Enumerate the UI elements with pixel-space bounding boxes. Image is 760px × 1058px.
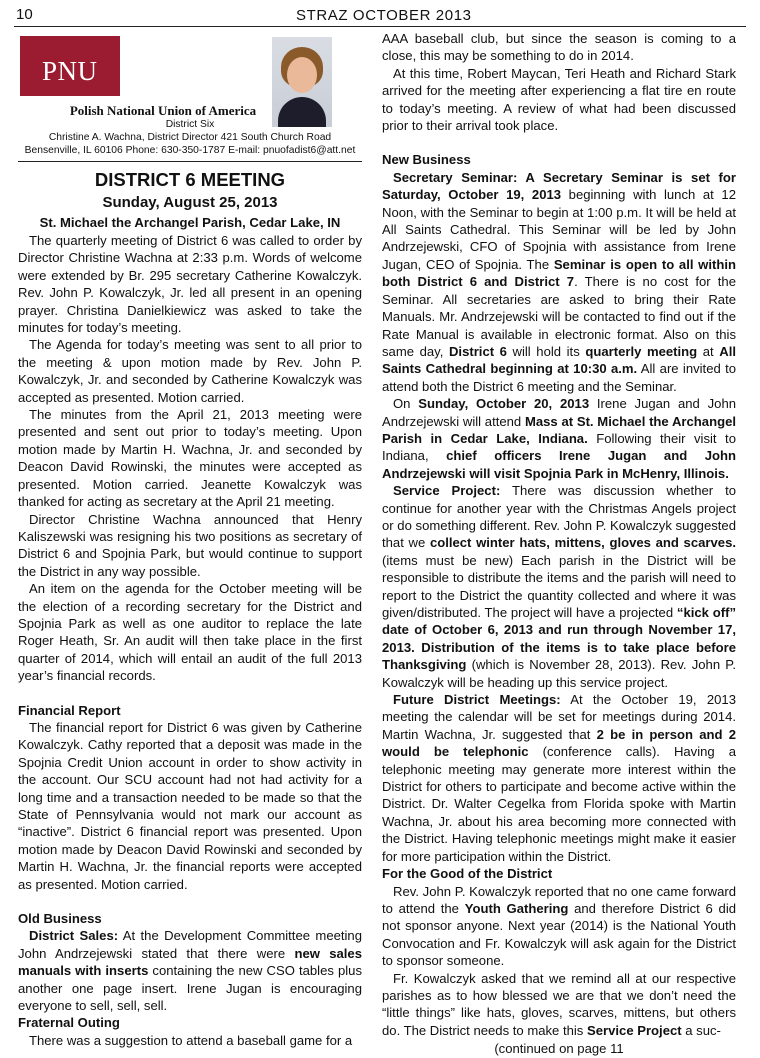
paragraph: At this time, Robert Maycan, Teri Heath and Richard Stark arrived for the meeting after experiencing a flat tire en route to today’s meeting. A review of what had been discussed prior to their arrival took place. (382, 65, 736, 134)
district-label: District Six (165, 119, 215, 130)
section-heading-fraternal-outing: Fraternal Outing (18, 1015, 120, 1031)
paragraph: An item on the agenda for the October meeting will be the election of a recording secretary for the District and Spojnia Park as well as one auditor to replace the late Roger Heath, Sr. An audit will then take place in the first quarter of 2014, which will entail an audit of the full 2013 year’s financial records. (18, 581, 362, 684)
phone-email: Bensenville, IL 60106 Phone: 630-350-1787 E-mail: pnuofadist6@att.net (24, 144, 356, 156)
paragraph: The Agenda for today’s meeting was sent to all prior to the meeting & upon motion made by Rev. John P. Kowalczyk, Jr. and seconded by Catherine Kowalczyk was accepted as presented. Motion carried. (18, 337, 362, 405)
meeting-location: St. Michael the Archangel Parish, Cedar Lake, IN (39, 215, 341, 230)
section-heading-new-business: New Business (382, 152, 471, 168)
director-photo (272, 37, 332, 127)
continued-notice: (continued on page 11 (494, 1041, 624, 1057)
paragraph-service-project: Service Project: There was discussion whether to continue for another year with the Christmas Angels project or do something different. Rev. John P. Kowalczyk suggested that we collect winter hats, mittens, gloves and scarves. (items must be new) Each parish in the District will be responsible to distribute the items and the parish will need to report to the District the quantity collected and where it was given/distributed. The project will have a projected “kick off” date of October 6, 2013 and run through November 17, 2013. Distribution of the items is to take place before Thanksgiving (which is November 28, 2013). Rev. John P. Kowalczyk will be heading up this service project. (382, 483, 736, 690)
paragraph: The minutes from the April 21, 2013 meeting were presented and sent out prior to today’s meeting. Upon motion made by Martin H. Wachna, Jr. and seconded by Deacon David Rowinski, the minutes were accepted as presented. Motion carried. Jeanette Kowalczyk was thanked for acting as secretary at the April 21 meeting. (18, 407, 362, 510)
left-column (18, 35, 362, 1049)
contact-block (18, 119, 362, 157)
meeting-title: DISTRICT 6 MEETING (94, 169, 286, 190)
paragraph-october-visit: On Sunday, October 20, 2013 Irene Jugan and John Andrzejewski will attend Mass at St. Michael the Archangel Parish in Cedar Lake, Indiana. Following their visit to Indiana, chief officers Irene Jugan and John Andrzejewski will visit Spojnia Park in McHenry, Illinois. (382, 396, 737, 481)
pnu-logo-text: PNU (42, 56, 98, 86)
page-header (14, 4, 746, 27)
paragraph: Director Christine Wachna announced that Henry Kaliszewski was resigning his two positions as secretary of District 6 and Spojnia Park, but would continue to support the District in any way possible. (18, 511, 362, 579)
paragraph: The quarterly meeting of District 6 was called to order by Director Christine Wachna at 2:33 p.m. Words of welcome were extended by Br. 295 secretary Catherine Kowalczyk. Rev. John P. Kowalczyk, Jr. led all present in an opening prayer. Christina Danielkiewicz was asked to take the minutes for today’s meeting. (18, 233, 362, 336)
pnu-logo (20, 36, 120, 96)
paragraph-youth-gathering: Rev. John P. Kowalczyk reported that no one came forward to attend the Youth Gathering and therefore District 6 did not sponsor anyone. Next year (2014) is the National Youth Convocation and Fr. Kowalczyk will ask again for the District to sponsor someone. (382, 883, 737, 969)
divider (18, 161, 362, 162)
meeting-date: Sunday, August 25, 2013 (102, 194, 278, 211)
director-address: Christine A. Wachna, District Director 421 South Church Road (48, 131, 332, 143)
section-heading-old-business: Old Business (18, 911, 102, 927)
paragraph: The financial report for District 6 was given by Catherine Kowalczyk. Cathy reported that a deposit was made in the Spojnia Credit Union account in order to show activity in the account. Our SCU account had not had activity for a long time and a transaction needed to be made so that the State of Pennsylvania would not mark our account as “inactive”. District 6 financial report was presented. Upon motion made by Deacon David Rowinski and seconded by Martin H. Wachna, Jr. the financial reports were accepted as presented. Motion carried. (18, 719, 362, 892)
paragraph-little-things: Fr. Kowalczyk asked that we remind all at our respective parishes as to how blessed we are that we don’t need the “little things” like hats, gloves, scarves, mittens, but others do. The District needs to make this Service Project a suc- (382, 970, 736, 1038)
org-name: Polish National Union of America (69, 103, 257, 118)
masthead: STRAZ OCTOBER 2013 (296, 7, 472, 24)
paragraph-secretary-seminar: Secretary Seminar: A Secretary Seminar is set for Saturday, October 19, 2013 beginning with lunch at 12 Noon, with the Seminar to begin at 1:00 p.m. It will be held at All Saints Cathedral. This Seminar will be led by John Andrzejewski, CFO of Spojnia with assistance from Irene Jugan, CEO of Spojnia. The Seminar is open to all within both District 6 and District 7. There is no cost for the Seminar. All secretaries are asked to bring their Rate Manuals. Mr. Andrzejewski will be contacted to find out if the Rate Manual is available in electronic format. Also on this same day, District 6 will hold its quarterly meeting at All Saints Cathedral beginning at 10:30 a.m. All are invited to attend both the District 6 meeting and the Seminar. (382, 169, 736, 394)
section-heading-financial: Financial Report (18, 702, 121, 718)
paragraph: There was a suggestion to attend a baseball game for a (29, 1032, 353, 1048)
right-column (382, 30, 736, 1058)
district-banner (18, 35, 362, 168)
paragraph: AAA baseball club, but since the season is coming to a close, this may be something to do in 2014. (382, 31, 736, 64)
section-heading-good-of-district: For the Good of the District (382, 866, 553, 882)
paragraph-district-sales: District Sales: At the Development Committee meeting John Andrzejewski stated that there were new sales manuals with inserts containing the new CSO tables plus another one page insert. Irene Jugan is encouraging everyone to sell, sell, sell. (18, 928, 363, 1014)
paragraph-future-meetings: Future District Meetings: At the October 19, 2013 meeting the calendar will be set for meetings during 2014. Martin Wachna, Jr. suggested that 2 be in person and 2 would be telephonic (conference calls). Having a telephonic meeting may generate more interest within the District for others to participate and become active within the District. Dr. Walter Cegelka from Florida spoke with Martin Wachna, Jr. about his area becoming more connected with the District. Having telephonic meetings might make it easier for more participation within the District. (382, 692, 737, 864)
run-in-label: District Sales: (29, 928, 119, 944)
page-number: 10 (16, 6, 33, 23)
